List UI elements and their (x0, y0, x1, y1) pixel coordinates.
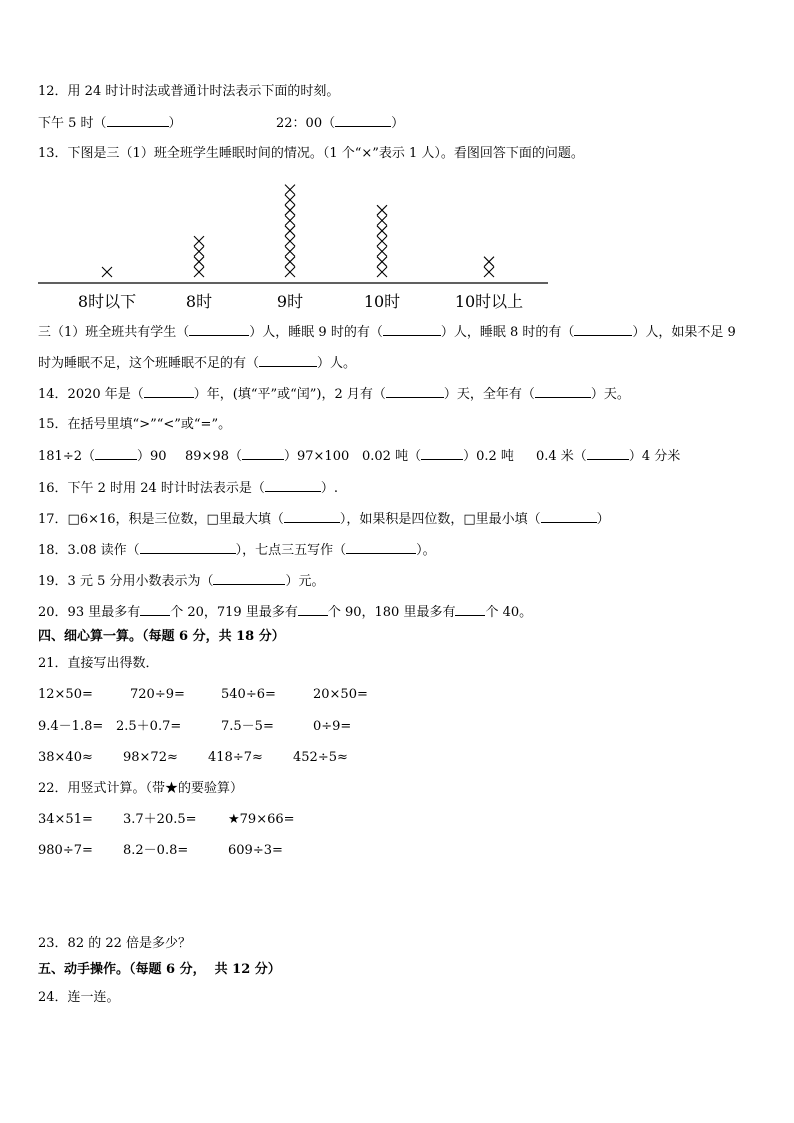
q12-line (38, 115, 182, 132)
q21-r1-c1: 12×50= (38, 687, 93, 702)
q17-blank-2[interactable] (541, 511, 597, 523)
q21-r2-c3: 7.5－5= (221, 719, 274, 734)
q13-text-b: ）人，睡眠 9 时的有（ (249, 325, 383, 340)
q15-item-1-b: ）90 (136, 449, 167, 464)
q20-text-d: 个 40。 (485, 605, 533, 620)
q21-r2-c4: 0÷9= (313, 719, 352, 734)
q13-title: 13．下图是三（1）班全班学生睡眠时间的情况。（1 个“×”表示 1 人）。看图回答下面的问题。 (38, 146, 584, 161)
q22-title: 22．用竖式计算。（带★的要验算） (38, 781, 244, 796)
q21-r2-c1: 9.4－1.8= (38, 719, 104, 734)
q12-a-blank[interactable] (107, 115, 169, 127)
category-label: 9时 (276, 292, 304, 311)
q15-blank-2[interactable] (242, 448, 284, 460)
q20-text-c: 个 90，180 里最多有 (327, 605, 456, 620)
q22-r1-c3: ★79×66= (228, 812, 295, 827)
q15-item-4-b: ）4 分米 (628, 449, 681, 464)
q17-text-b: ），如果积是四位数，□里最小填（ (339, 512, 541, 527)
q19-blank[interactable] (213, 573, 285, 585)
q22-r2-c3: 609÷3= (228, 843, 283, 858)
q18-blank-2[interactable] (346, 542, 416, 554)
q20-blank-1[interactable] (140, 604, 170, 616)
q15-blank-4[interactable] (587, 448, 629, 460)
q12-a-label: 下午 5 时（ (38, 116, 107, 131)
q18-blank-1[interactable] (140, 542, 236, 554)
q15-item-2-b: ）97×100 (283, 449, 350, 464)
q16-blank[interactable] (265, 480, 321, 492)
q15-title: 15．在括号里填“>”“<”或“=”。 (38, 417, 232, 432)
q21-r3-c4: 452÷5≈ (293, 750, 348, 765)
q23-title: 23．82 的 22 倍是多少？ (38, 936, 192, 951)
q20-text-b: 个 20，719 里最多有 (170, 605, 298, 620)
x-mark (377, 246, 387, 256)
x-mark (194, 257, 204, 267)
q14-text-d: ）天。 (590, 387, 630, 402)
q21-title: 21．直接写出得数． (38, 656, 159, 671)
q15-item-2 (185, 448, 349, 465)
q15-item-1 (38, 448, 167, 465)
q21-r2-c2: 2.5＋0.7= (116, 719, 182, 734)
x-mark (285, 257, 295, 267)
q15-item-4-a: 0.4 米（ (536, 449, 587, 464)
q13-blank-1[interactable] (189, 324, 249, 336)
q19-line (38, 573, 325, 590)
q16-line (38, 480, 338, 497)
q21-r3-c1: 38×40≈ (38, 750, 93, 765)
q18-line (38, 542, 436, 559)
x-mark (377, 205, 387, 215)
q20-blank-2[interactable] (298, 604, 328, 616)
q15-item-3-b: ）0.2 吨 (463, 449, 514, 464)
q12-title: 12．用 24 时计时法或普通计时法表示下面的时刻。 (38, 84, 340, 99)
q15-blank-3[interactable] (421, 448, 463, 460)
category-label: 10时 (363, 292, 401, 311)
q21-r1-c2: 720÷9= (130, 687, 185, 702)
q14-text-b: ）年，(填“平”或“闰”)，2 月有（ (193, 387, 386, 402)
sleep-dot-plot (0, 165, 794, 325)
q16-text-a: 16．下午 2 时用 24 时计时法表示是（ (38, 481, 265, 496)
q13-line1 (38, 324, 736, 341)
q21-r3-c3: 418÷7≈ (208, 750, 263, 765)
x-mark (377, 226, 387, 236)
q17-text-c: ） (596, 512, 610, 527)
q16-text-b: ）. (320, 481, 339, 496)
q22-r2-c1: 980÷7= (38, 843, 93, 858)
q14-text-a: 14．2020 年是（ (38, 387, 144, 402)
q15-blank-1[interactable] (95, 448, 137, 460)
q21-r1-c3: 540÷6= (221, 687, 276, 702)
q18-text-b: ），七点三五写作（ (235, 543, 347, 558)
x-mark (484, 267, 494, 277)
q12-b-close: ） (391, 116, 405, 131)
q22-r1-c1: 34×51= (38, 812, 93, 827)
q17-blank-1[interactable] (284, 511, 340, 523)
x-mark (285, 236, 295, 246)
q12-line-b (276, 115, 404, 132)
q20-line (38, 604, 532, 621)
q19-text-a: 19．3 元 5 分用小数表示为（ (38, 574, 214, 589)
q20-text-a: 20．93 里最多有 (38, 605, 141, 620)
q12-b-blank[interactable] (335, 115, 391, 127)
q13-text-a: 三（1）班全班共有学生（ (38, 325, 190, 340)
x-mark (285, 216, 295, 226)
q18-text-a: 18．3.08 读作（ (38, 543, 140, 558)
q15-item-4 (536, 448, 680, 465)
x-mark (377, 267, 387, 277)
x-mark (377, 236, 387, 246)
q15-item-2-a: 89×98（ (185, 449, 242, 464)
category-label: 8时以下 (77, 292, 137, 311)
q14-text-c: ）天，全年有（ (443, 387, 535, 402)
x-mark (377, 216, 387, 226)
q13-text-f: ）人。 (317, 356, 357, 371)
x-mark (285, 267, 295, 277)
q21-r3-c2: 98×72≈ (123, 750, 178, 765)
x-mark (285, 246, 295, 256)
q21-r1-c4: 20×50= (313, 687, 368, 702)
q12-a-close: ） (168, 116, 182, 131)
x-mark (285, 226, 295, 236)
x-mark (484, 257, 494, 267)
q24-title: 24．连一连。 (38, 990, 120, 1005)
q14-blank-3[interactable] (535, 386, 591, 398)
q13-text-e: 时为睡眠不足，这个班睡眠不足的有（ (38, 356, 260, 371)
q14-line (38, 386, 630, 403)
q13-text-d: ）人，如果不足 9 (632, 325, 736, 340)
x-mark (285, 185, 295, 195)
x-mark (194, 267, 204, 277)
category-label: 10时以上 (454, 292, 524, 311)
q14-blank-2[interactable] (386, 386, 444, 398)
x-mark (285, 205, 295, 215)
q13-blank-4[interactable] (259, 355, 317, 367)
q15-item-3 (362, 448, 514, 465)
x-mark (194, 246, 204, 256)
q17-line (38, 511, 610, 528)
x-mark (102, 267, 112, 277)
q13-blank-2[interactable] (383, 324, 441, 336)
section-5-heading: 五、动手操作。（每题 6 分， 共 12 分） (38, 962, 281, 977)
x-mark (377, 257, 387, 267)
q18-text-c: ）。 (416, 543, 436, 558)
q13-line2 (38, 355, 356, 372)
q12-b-label: 22：00（ (276, 116, 336, 131)
category-label: 8时 (185, 292, 213, 311)
q17-text-a: 17．□6×16，积是三位数，□里最大填（ (38, 512, 284, 527)
q15-item-1-a: 181÷2（ (38, 449, 95, 464)
q13-text-c: ）人，睡眠 8 时的有（ (440, 325, 575, 340)
q15-item-3-a: 0.02 吨（ (362, 449, 422, 464)
q22-r1-c2: 3.7＋20.5= (123, 812, 197, 827)
x-mark (285, 195, 295, 205)
q13-blank-3[interactable] (574, 324, 632, 336)
q19-text-b: ）元。 (285, 574, 325, 589)
q20-blank-3[interactable] (455, 604, 485, 616)
q22-r2-c2: 8.2－0.8= (123, 843, 189, 858)
q14-blank-1[interactable] (144, 386, 194, 398)
section-4-heading: 四、细心算一算。（每题 6 分，共 18 分） (38, 629, 285, 644)
x-mark (194, 236, 204, 246)
